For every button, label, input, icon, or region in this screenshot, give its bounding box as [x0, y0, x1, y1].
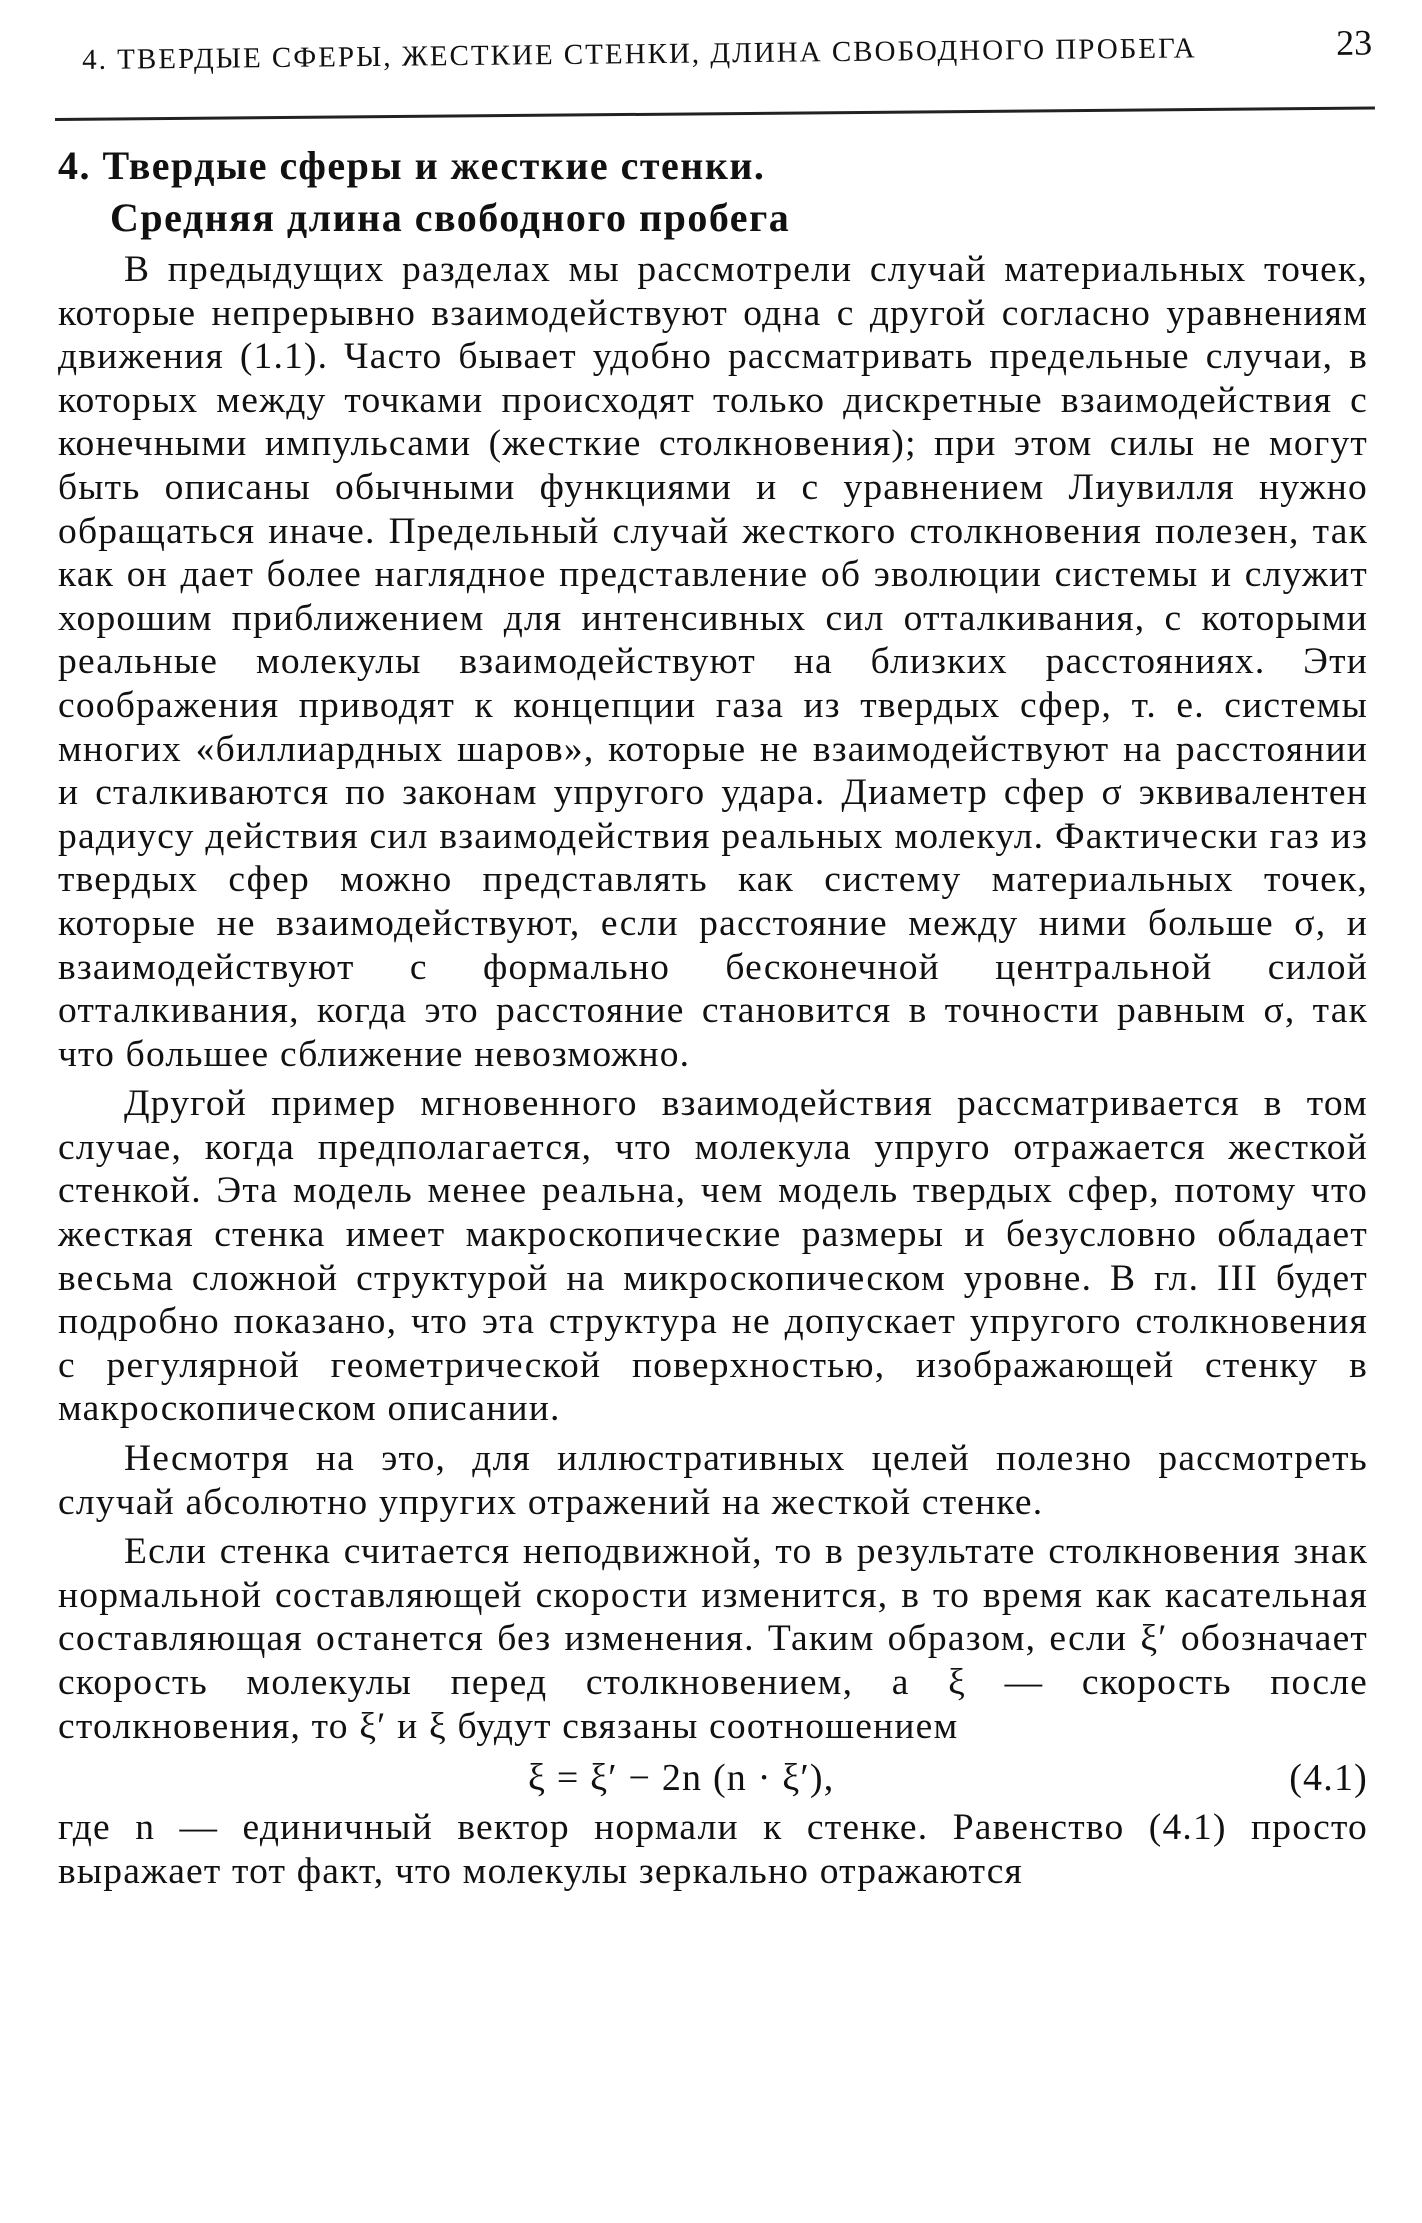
equation-formula: ξ = ξ′ − 2n (n · ξ′), — [528, 1757, 835, 1800]
paragraph-1: В предыдущих разделах мы рассмотрели случай материальных точек, которые непрерывно взаимодействуют одна с другой согласно уравнениям движения (1.1). Часто бывает удобно рассматривать предельные случаи, в которых между точками происходят только дискретные взаимодействия с конечными импульсами (жесткие столкновения); при этом силы не могут быть описаны обычными функциями и с уравнением Лиувилля нужно обращаться иначе. Предельный случай жесткого столкновения полезен, так как он дает более наглядное представление об эволюции системы и служит хорошим приближением для интенсивных сил отталкивания, с которыми реальные молекулы взаимодействуют на близких расстояниях. Эти соображения приводят к концепции газа из твердых сфер, т. е. системы многих «биллиардных шаров», которые не взаимодействуют на расстоянии и сталкиваются по законам упругого удара. Диаметр сфер σ эквивалентен радиусу действия сил взаимодействия реальных молекул. Фактически газ из твердых сфер можно представлять как систему материальных точек, которые не взаимодействуют, если расстояние между ними больше σ, и взаимодействуют с формально бесконечной центральной силой отталкивания, когда это расстояние становится в точности равным σ, так что большее сближение невозможно. — [58, 249, 1368, 1075]
section-heading-line2: Средняя длина свободного пробега — [110, 195, 791, 240]
equation-number: (4.1) — [1289, 1757, 1368, 1800]
section-heading — [58, 140, 790, 244]
equation-4-1 — [58, 1750, 1368, 1806]
paragraph-4: Если стенка считается неподвижной, то в результате столкновения знак нормальной составляющей скорости изменится, в то время как касательная составляющая останется без изменения. Таким образом, если ξ′ обозначает скорость молекулы перед столкновением, а ξ — скорость после столкновения, то ξ′ и ξ будут связаны соотношением — [58, 1531, 1368, 1747]
header-rule — [55, 106, 1375, 121]
running-head — [82, 22, 1373, 80]
body-text — [58, 248, 1368, 1893]
continuation-text: где n — единичный вектор нормали к стенке. Равенство (4.1) просто выражает тот факт, что молекулы зеркально отражаются — [58, 1807, 1368, 1892]
paragraph-2: Другой пример мгновенного взаимодействия рассматривается в том случае, когда предполагается, что молекула упруго отражается жесткой стенкой. Эта модель менее реальна, чем модель твердых сфер, потому что жесткая стенка имеет макроскопические размеры и безусловно обладает весьма сложной структурой на микроскопическом уровне. В гл. III будет подробно показано, что эта структура не допускает упругого столкновения с регулярной геометрической поверхностью, изображающей стенку в макроскопическом описании. — [58, 1083, 1368, 1430]
running-head-title: 4. ТВЕРДЫЕ СФЕРЫ, ЖЕСТКИЕ СТЕНКИ, ДЛИНА СВОБОДНОГО ПРОБЕГА — [82, 32, 1197, 76]
page-number: 23 — [1335, 22, 1373, 63]
paragraph-3: Несмотря на это, для иллюстративных целей полезно рассмотреть случай абсолютно упругих отражений на жесткой стенке. — [58, 1438, 1368, 1523]
section-heading-line1: 4. Твердые сферы и жесткие стенки. — [58, 143, 766, 188]
